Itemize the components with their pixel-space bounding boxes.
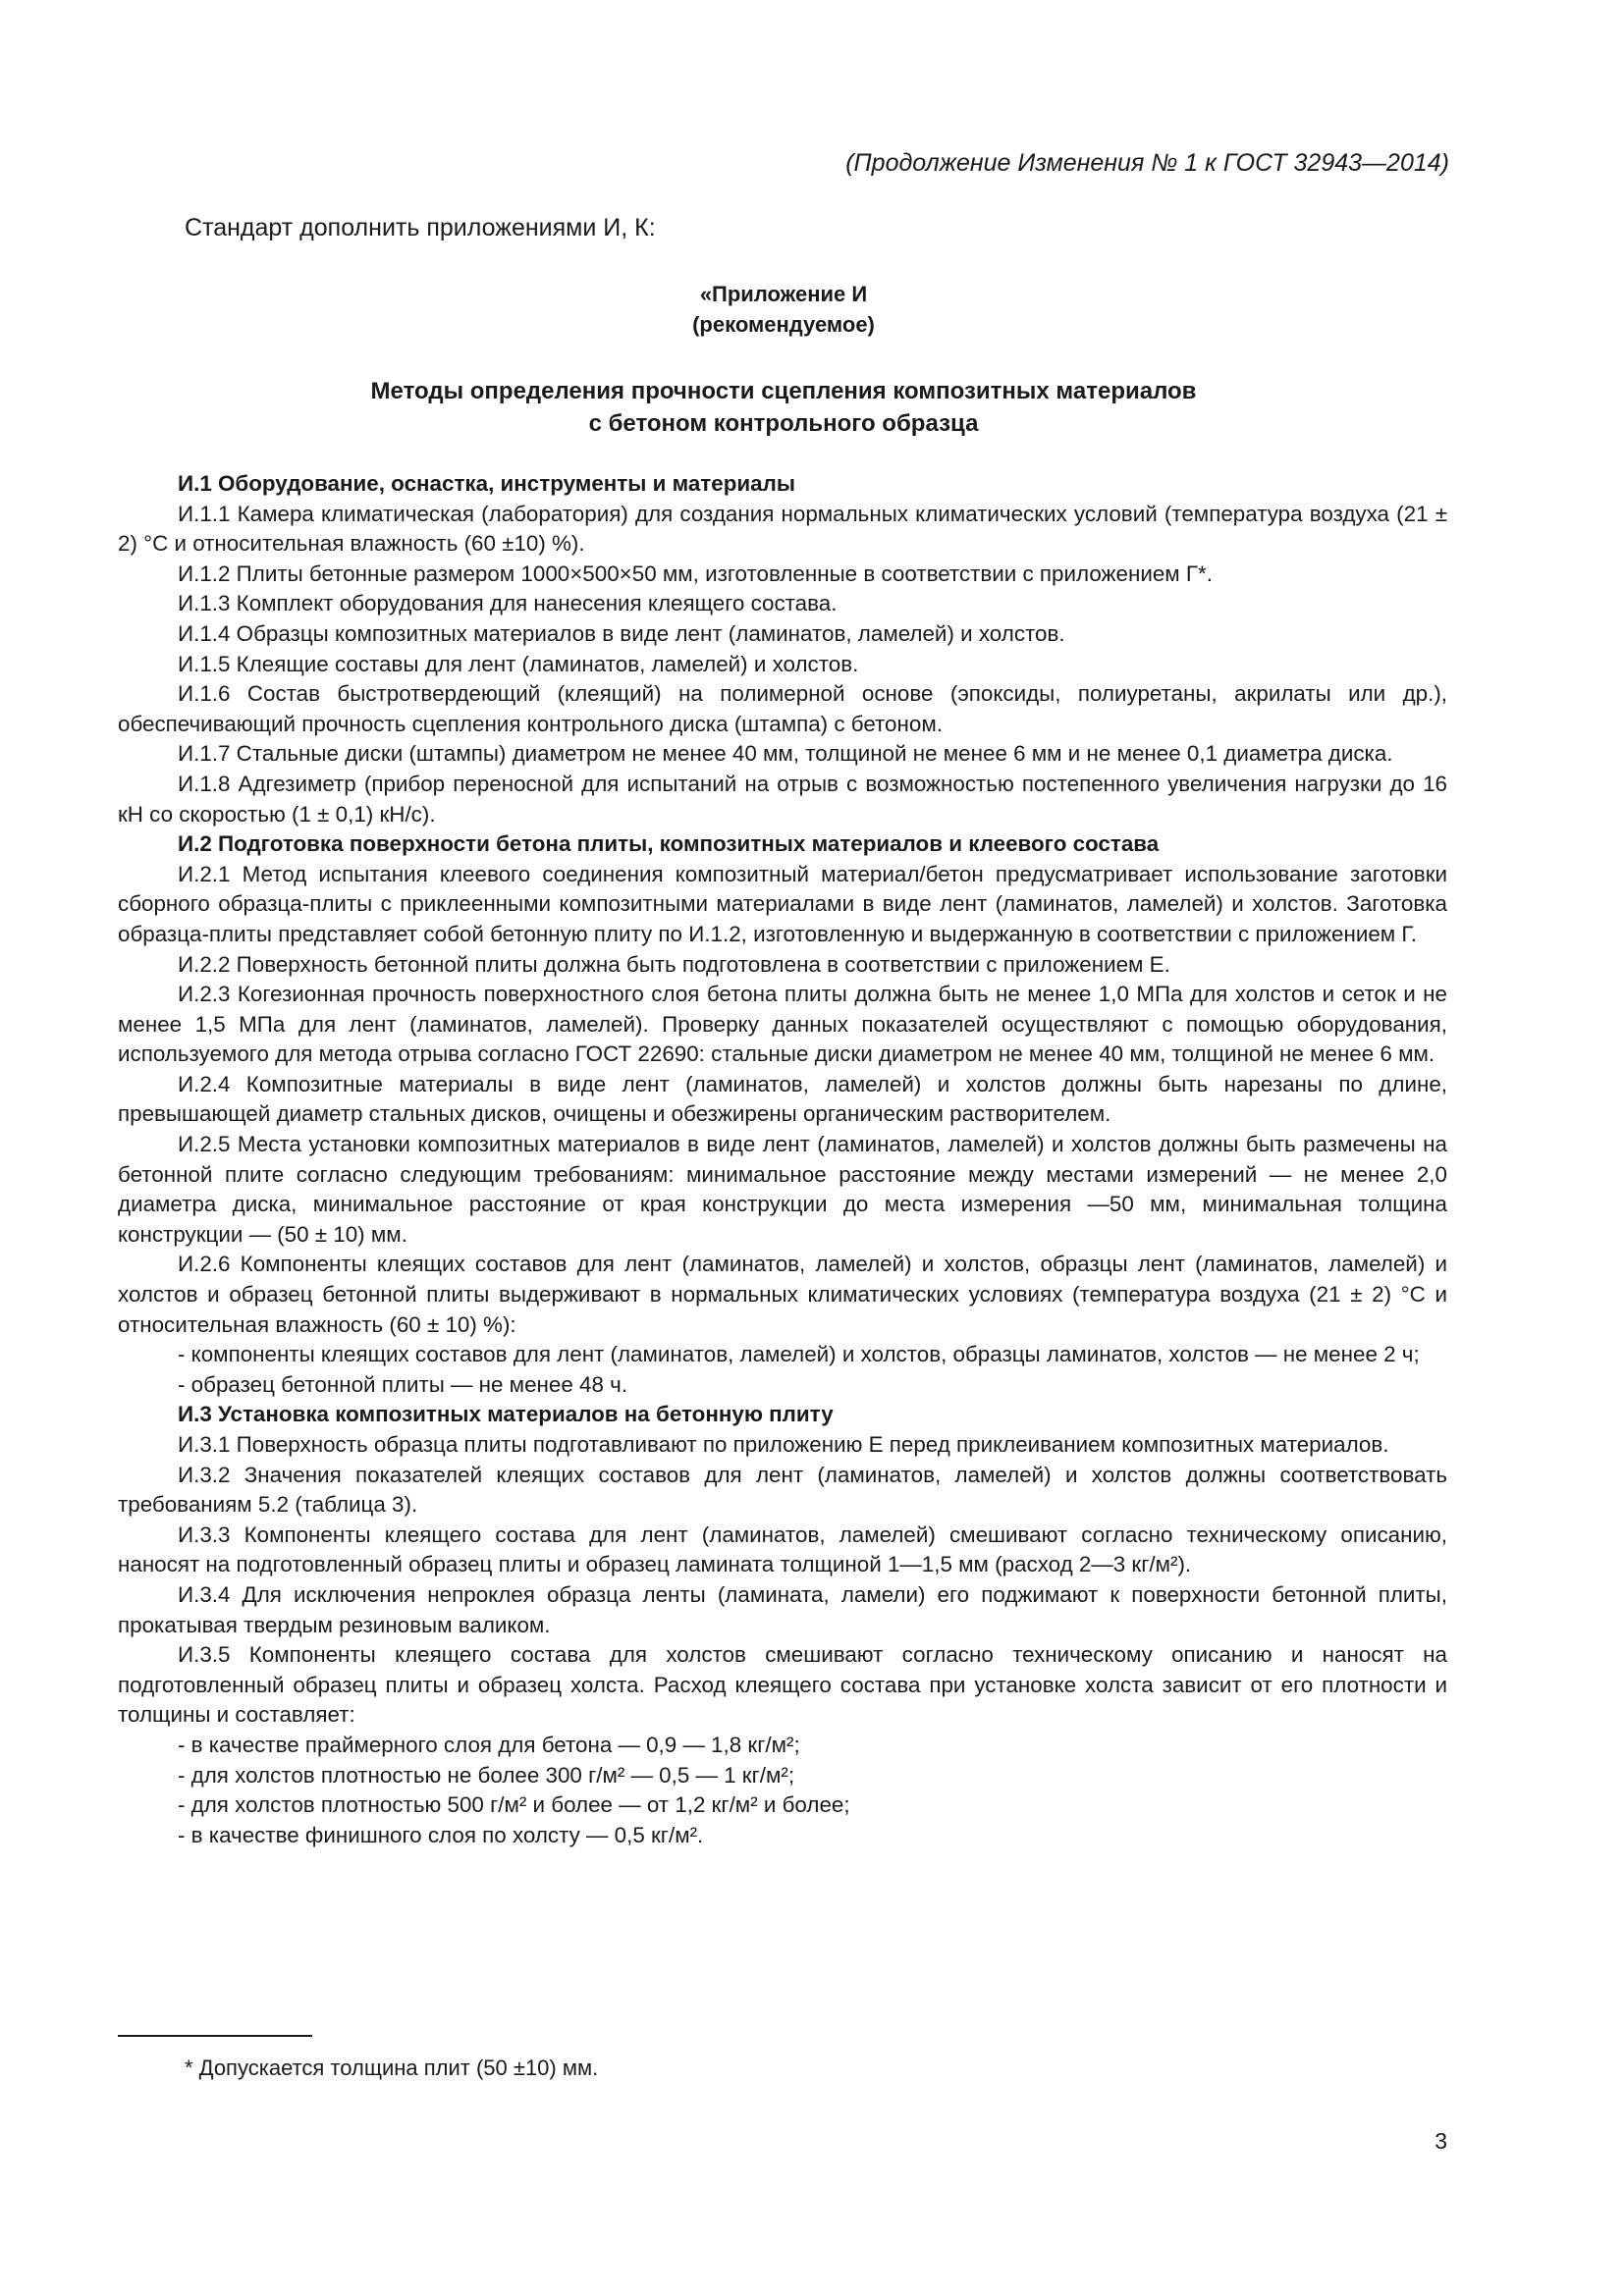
body-text xyxy=(118,469,1447,1850)
section-heading: И.3 Установка композитных материалов на бетонную плиту xyxy=(178,1402,834,1427)
paragraph: И.2.4 Композитные материалы в виде лент (ламинатов, ламелей) и холстов должны быть нарезаны по длине, превышающей диаметр стальных дисков, очищены и обезжирены органическим растворителем. xyxy=(118,1071,1447,1127)
paragraph: И.1.4 Образцы композитных материалов в виде лент (ламинатов, ламелей) и холстов. xyxy=(178,620,1065,646)
paragraph: И.2.6 Компоненты клеящих составов для лент (ламинатов, ламелей) и холстов, образцы лент (ламинатов, ламелей) и холстов и образец бетонной плиты выдерживают в нормальных климатических условиях (температура воздуха (21 ± 2) °С и относительная влажность (60 ± 10) %): xyxy=(118,1252,1447,1337)
appendix-status: (рекомендуемое) xyxy=(692,312,875,337)
paragraph: И.3.5 Компоненты клеящего состава для холстов смешивают согласно техническому описанию и наносят на подготовленный образец плиты и образец холста. Расход клеящего состава при установке холста зависит от его плотности и толщины и составляет: xyxy=(118,1642,1447,1728)
paragraph: И.1.6 Состав быстротвердеющий (клеящий) на полимерной основе (эпоксиды, полиуретаны, акрилаты или др.), обеспечивающий прочность сцепления контрольного диска (штампа) с бетоном. xyxy=(118,681,1447,736)
paragraph: И.1.5 Клеящие составы для лент (ламинатов, ламелей) и холстов. xyxy=(178,651,859,676)
paragraph: И.3.2 Значения показателей клеящих составов для лент (ламинатов, ламелей) и холстов должны соответствовать требованиям 5.2 (таблица 3). xyxy=(118,1462,1447,1518)
list-item: - в качестве финишного слоя по холсту — 0,5 кг/м². xyxy=(178,1822,704,1847)
title-line-1: Методы определения прочности сцепления композитных материалов xyxy=(370,378,1197,404)
paragraph: И.1.1 Камера климатическая (лаборатория) для создания нормальных климатических условий (температура воздуха (21 ± 2) °С и относительная влажность (60 ±10) %). xyxy=(118,501,1447,557)
appendix-title xyxy=(118,375,1449,440)
paragraph: И.3.1 Поверхность образца плиты подготавливают по приложению Е перед приклеиванием композитных материалов. xyxy=(178,1432,1389,1457)
paragraph: И.1.7 Стальные диски (штампы) диаметром не менее 40 мм, толщиной не менее 6 мм и не менее 0,1 диаметра диска. xyxy=(178,741,1393,767)
paragraph: И.2.5 Места установки композитных материалов в виде лент (ламинатов, ламелей) и холстов должны быть размечены на бетонной плите согласно следующим требованиям: минимальное расстояние между местами измерений — не менее 2,0 диаметра диска, минимальное расстояние от края конструкции до места измерения —50 мм, минимальная толщина конструкции — (50 ± 10) мм. xyxy=(118,1132,1447,1247)
paragraph: И.1.3 Комплект оборудования для нанесения клеящего состава. xyxy=(178,591,838,616)
list-item: - для холстов плотностью не более 300 г/м² — 0,5 — 1 кг/м²; xyxy=(178,1762,795,1788)
paragraph: И.2.1 Метод испытания клеевого соединения композитный материал/бетон предусматривает использование заготовки сборного образца-плиты с приклеенными композитными материалами в виде лент (ламинатов, ламелей) и холстов. Заготовка образца-плиты представляет собой бетонную плиту по И.1.2, изготовленную и выдержанную в соответствии с приложением Г. xyxy=(118,861,1447,946)
paragraph: И.3.4 Для исключения непроклея образца ленты (ламината, ламели) его поджимают к поверхности бетонной плиты, прокатывая твердым резиновым валиком. xyxy=(118,1581,1447,1637)
list-item: - для холстов плотностью 500 г/м² и более — от 1,2 кг/м² и более; xyxy=(178,1792,850,1818)
footnote-divider xyxy=(118,2035,312,2037)
list-item: - в качестве праймерного слоя для бетона — 0,9 — 1,8 кг/м²; xyxy=(178,1732,800,1757)
page-number: 3 xyxy=(1435,2128,1447,2154)
appendix-label: «Приложение И xyxy=(699,282,868,306)
paragraph: И.1.8 Адгезиметр (прибор переносной для испытаний на отрыв с возможностью постепенного увеличения нагрузки до 16 кН со скоростью (1 ± 0,1) кН/с). xyxy=(118,771,1447,827)
title-line-2: с бетоном контрольного образца xyxy=(588,410,979,437)
section-heading: И.1 Оборудование, оснастка, инструменты и материалы xyxy=(178,471,795,496)
paragraph: И.3.3 Компоненты клеящего состава для лент (ламинатов, ламелей) смешивают согласно техническому описанию, наносят на подготовленный образец плиты и образец ламината толщиной 1—1,5 мм (расход 2—3 кг/м²). xyxy=(118,1522,1447,1577)
paragraph: И.1.2 Плиты бетонные размером 1000×500×50 мм, изготовленные в соответствии с приложением Г*. xyxy=(178,561,1213,586)
running-header: (Продолжение Изменения № 1 к ГОСТ 32943—2014) xyxy=(845,149,1449,177)
paragraph: И.2.3 Когезионная прочность поверхностного слоя бетона плиты должна быть не менее 1,0 МПа для холстов и сеток и не менее 1,5 МПа для лент (ламинатов, ламелей). Проверку данных показателей осуществляют с помощью оборудования, используемого для метода отрыва согласно ГОСТ 22690: стальные диски диаметром не менее 40 мм, толщиной не менее 6 мм. xyxy=(118,982,1447,1067)
list-item: - компоненты клеящих составов для лент (ламинатов, ламелей) и холстов, образцы ламинатов, холстов — не менее 2 ч; xyxy=(178,1342,1420,1367)
footnote: * Допускается толщина плит (50 ±10) мм. xyxy=(185,2056,599,2080)
section-heading: И.2 Подготовка поверхности бетона плиты, композитных материалов и клеевого состава xyxy=(178,831,1160,857)
intro-sentence: Стандарт дополнить приложениями И, К: xyxy=(185,214,656,241)
appendix-heading xyxy=(118,279,1449,340)
paragraph: И.2.2 Поверхность бетонной плиты должна быть подготовлена в соответствии с приложением Е. xyxy=(178,951,1170,977)
list-item: - образец бетонной плиты — не менее 48 ч. xyxy=(178,1371,628,1397)
